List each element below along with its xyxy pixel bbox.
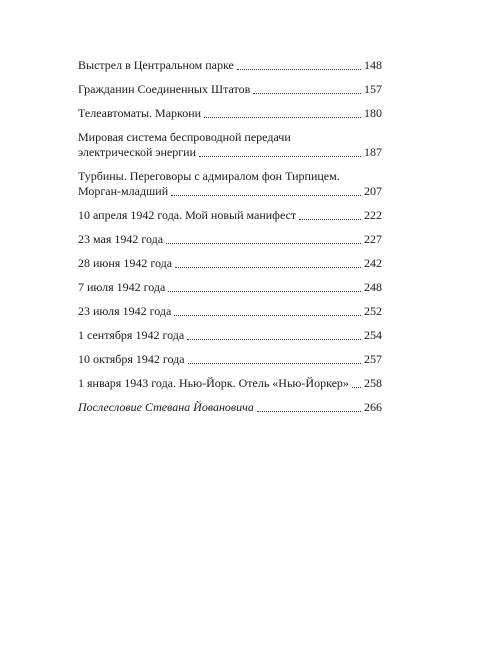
toc-entry-title: 23 мая 1942 года — [78, 232, 164, 246]
dot-leader — [187, 339, 361, 340]
dot-leader — [168, 291, 361, 292]
toc-entry — [78, 256, 382, 271]
toc-entry-page: 254 — [364, 328, 382, 342]
toc-entry-page: 187 — [364, 145, 382, 159]
toc-entry-page: 242 — [364, 256, 382, 270]
toc-entry — [78, 130, 382, 160]
toc-entry — [78, 232, 382, 247]
toc-entry-title: 28 июня 1942 года — [78, 256, 173, 270]
dot-leader — [257, 411, 361, 412]
toc-entry-title: Выстрел в Центральном парке — [78, 58, 234, 72]
toc-entry-title: Телеавтоматы. Маркони — [78, 106, 202, 120]
table-of-contents — [78, 58, 382, 424]
dot-leader — [199, 156, 361, 157]
toc-entry-title: 23 июля 1942 года — [78, 304, 172, 318]
toc-entry-page: 248 — [364, 280, 382, 294]
toc-entry-page: 227 — [364, 232, 382, 246]
toc-entry-title-line1: Турбины. Переговоры с адмиралом фон Тирпицем. — [78, 169, 340, 183]
dot-leader — [171, 195, 361, 196]
toc-entry-title: Морган-младший — [78, 184, 169, 198]
dot-leader — [253, 93, 361, 94]
toc-entry-page: 207 — [364, 184, 382, 198]
toc-entry — [78, 82, 382, 97]
toc-entry-page: 257 — [364, 352, 382, 366]
toc-entry-title: 1 января 1943 года. Нью-Йорк. Отель «Нью-Йоркер» — [78, 376, 349, 390]
toc-entry-page: 180 — [364, 106, 382, 120]
toc-entry-title-line1: Мировая система беспроводной передачи — [78, 130, 291, 144]
dot-leader — [188, 363, 361, 364]
toc-entry-title: 1 сентября 1942 года — [78, 328, 185, 342]
toc-entry-title: 10 апреля 1942 года. Мой новый манифест — [78, 208, 297, 222]
dot-leader — [166, 243, 361, 244]
toc-entry — [78, 328, 382, 343]
dot-leader — [352, 387, 361, 388]
toc-entry-page: 222 — [364, 208, 382, 222]
toc-entry — [78, 376, 382, 391]
toc-entry-page: 252 — [364, 304, 382, 318]
dot-leader — [175, 267, 361, 268]
toc-entry — [78, 208, 382, 223]
toc-entry-title: электрической энергии — [78, 145, 197, 159]
toc-entry-afterword — [78, 400, 382, 415]
toc-entry — [78, 352, 382, 367]
dot-leader — [299, 219, 361, 220]
toc-entry — [78, 304, 382, 319]
toc-entry-page: 157 — [364, 82, 382, 96]
dot-leader — [204, 117, 361, 118]
toc-entry-page: 148 — [364, 58, 382, 72]
toc-entry-title: Послесловие Стевана Йовановича — [78, 400, 254, 414]
toc-entry — [78, 106, 382, 121]
toc-entry — [78, 280, 382, 295]
dot-leader — [174, 315, 361, 316]
toc-entry-last-line — [78, 145, 382, 160]
toc-entry — [78, 58, 382, 73]
toc-entry — [78, 169, 382, 199]
toc-entry-last-line — [78, 184, 382, 199]
toc-entry-page: 258 — [364, 376, 382, 390]
toc-entry-page: 266 — [364, 400, 382, 414]
toc-entry-title: 10 октября 1942 года — [78, 352, 185, 366]
toc-entry-title: 7 июля 1942 года — [78, 280, 166, 294]
toc-entry-title: Гражданин Соединенных Штатов — [78, 82, 251, 96]
dot-leader — [237, 69, 361, 70]
